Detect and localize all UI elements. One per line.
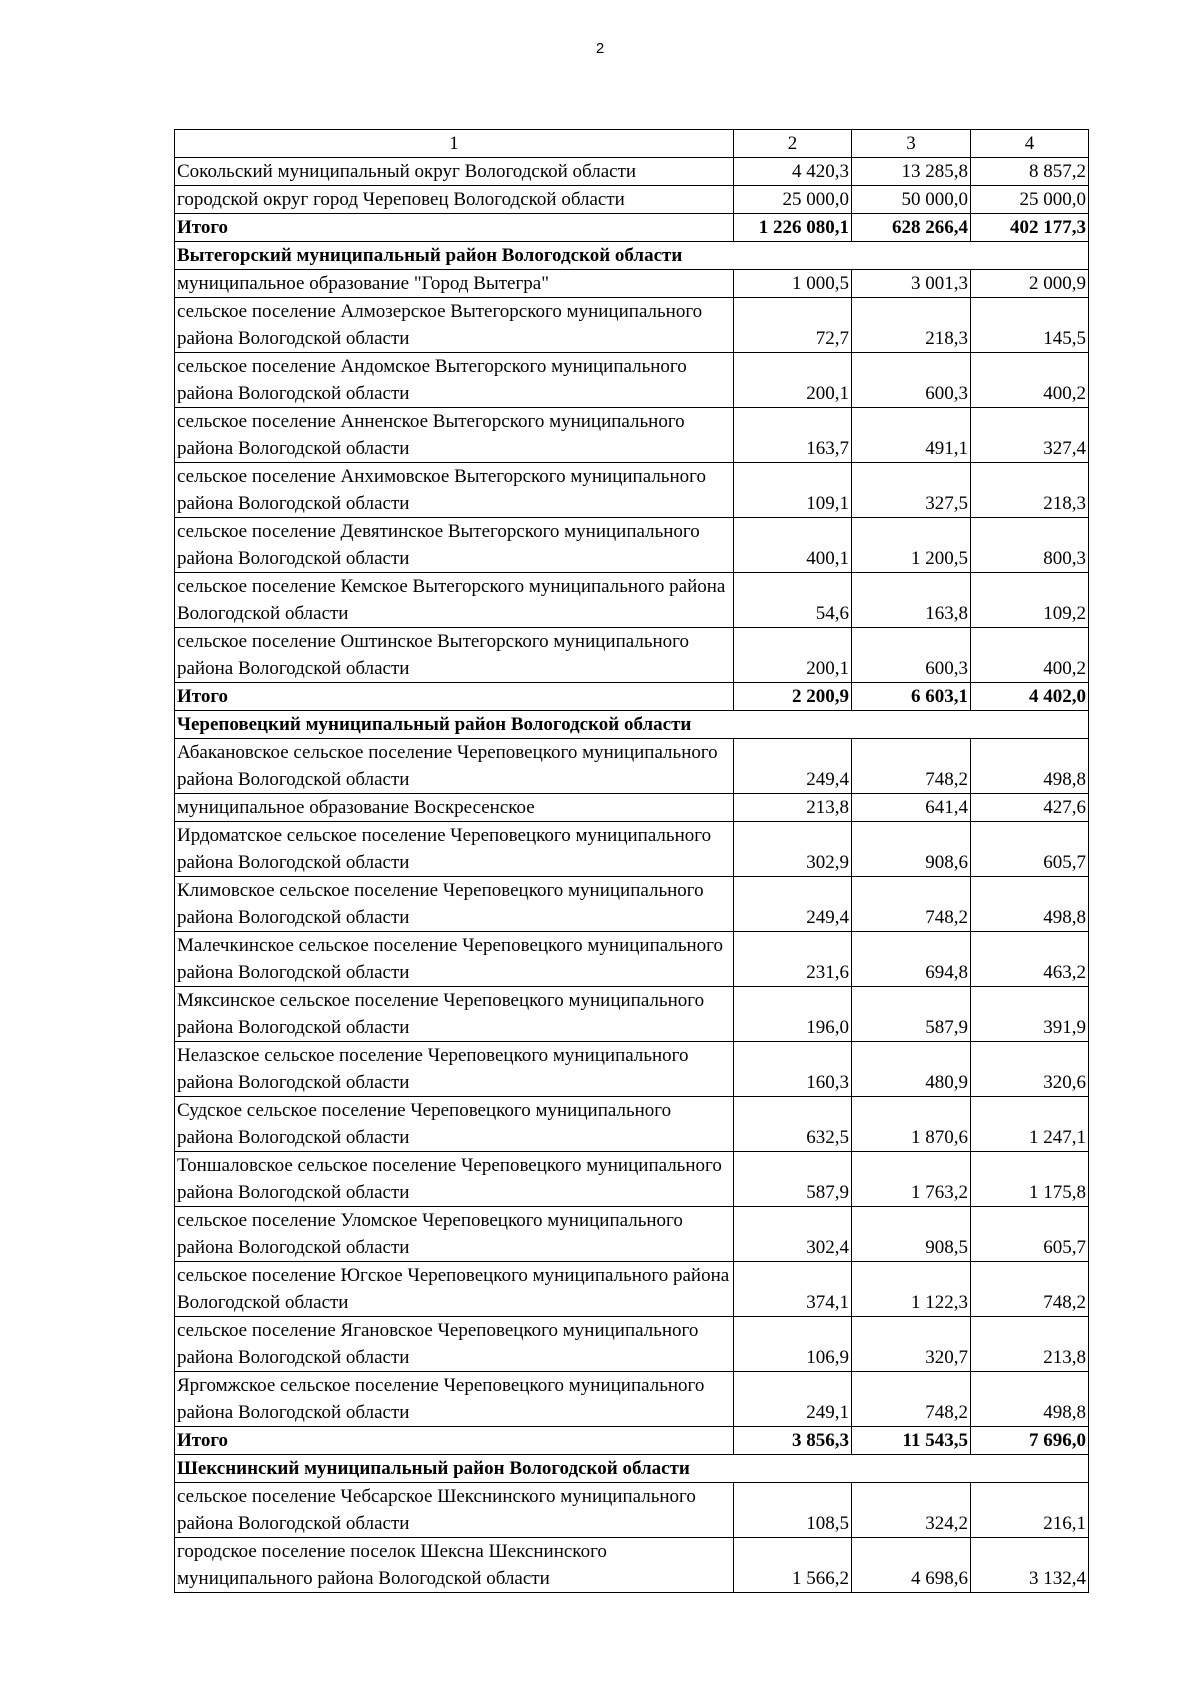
column-3-value: 6 603,1 — [852, 683, 971, 711]
column-2-value: 231,6 — [734, 932, 852, 987]
municipality-name: сельское поселение Ягановское Череповецкого муниципального района Вологодской области — [175, 1317, 734, 1372]
column-number-row — [175, 130, 1089, 158]
allocation-table — [174, 129, 1089, 1593]
column-3-value: 694,8 — [852, 932, 971, 987]
municipality-name: Нелазское сельское поселение Череповецкого муниципального района Вологодской области — [175, 1042, 734, 1097]
column-4-value: 1 175,8 — [971, 1152, 1089, 1207]
section-title: Шекснинский муниципальный район Вологодской области — [175, 1455, 1089, 1483]
table-row — [175, 1207, 1089, 1262]
column-3-value: 1 200,5 — [852, 518, 971, 573]
column-4-value: 7 696,0 — [971, 1427, 1089, 1455]
total-label: Итого — [175, 214, 734, 242]
municipality-name: сельское поселение Анхимовское Вытегорского муниципального района Вологодской области — [175, 463, 734, 518]
table-row — [175, 463, 1089, 518]
column-4-value: 218,3 — [971, 463, 1089, 518]
municipality-name: Судское сельское поселение Череповецкого муниципального района Вологодской области — [175, 1097, 734, 1152]
table-row — [175, 1152, 1089, 1207]
table-row — [175, 932, 1089, 987]
column-2-value: 213,8 — [734, 794, 852, 822]
table-row — [175, 739, 1089, 794]
table-row — [175, 1372, 1089, 1427]
column-3-value: 1 870,6 — [852, 1097, 971, 1152]
column-3-value: 320,7 — [852, 1317, 971, 1372]
column-2-value: 106,9 — [734, 1317, 852, 1372]
table-row — [175, 573, 1089, 628]
table-row — [175, 298, 1089, 353]
column-3-value: 748,2 — [852, 877, 971, 932]
column-3-value: 3 001,3 — [852, 270, 971, 298]
column-4-value: 3 132,4 — [971, 1538, 1089, 1593]
column-2-value: 302,9 — [734, 822, 852, 877]
column-4-value: 320,6 — [971, 1042, 1089, 1097]
municipality-name: городское поселение поселок Шексна Шекснинского муниципального района Вологодской области — [175, 1538, 734, 1593]
table-row — [175, 822, 1089, 877]
column-4-value: 400,2 — [971, 628, 1089, 683]
column-2-value: 4 420,3 — [734, 158, 852, 186]
column-2-value: 160,3 — [734, 1042, 852, 1097]
column-4-value: 498,8 — [971, 877, 1089, 932]
table-row — [175, 1262, 1089, 1317]
municipality-name: Климовское сельское поселение Череповецкого муниципального района Вологодской области — [175, 877, 734, 932]
column-4-value: 748,2 — [971, 1262, 1089, 1317]
municipality-name: сельское поселение Алмозерское Вытегорского муниципального района Вологодской области — [175, 298, 734, 353]
column-4-value: 327,4 — [971, 408, 1089, 463]
column-2-value: 3 856,3 — [734, 1427, 852, 1455]
table-row — [175, 1538, 1089, 1593]
table-row — [175, 987, 1089, 1042]
section-title: Вытегорский муниципальный район Вологодской области — [175, 242, 1089, 270]
column-header: 4 — [971, 130, 1089, 158]
column-4-value: 391,9 — [971, 987, 1089, 1042]
total-row — [175, 1427, 1089, 1455]
column-2-value: 108,5 — [734, 1483, 852, 1538]
municipality-name: сельское поселение Анненское Вытегорского муниципального района Вологодской области — [175, 408, 734, 463]
column-3-value: 1 763,2 — [852, 1152, 971, 1207]
column-3-value: 641,4 — [852, 794, 971, 822]
column-2-value: 587,9 — [734, 1152, 852, 1207]
table-row — [175, 270, 1089, 298]
column-3-value: 600,3 — [852, 353, 971, 408]
column-3-value: 327,5 — [852, 463, 971, 518]
column-3-value: 218,3 — [852, 298, 971, 353]
municipality-name: Мяксинское сельское поселение Череповецкого муниципального района Вологодской области — [175, 987, 734, 1042]
page-number: 2 — [595, 40, 605, 57]
table-body — [175, 130, 1089, 1593]
column-4-value: 498,8 — [971, 1372, 1089, 1427]
table-row — [175, 518, 1089, 573]
column-2-value: 109,1 — [734, 463, 852, 518]
column-2-value: 400,1 — [734, 518, 852, 573]
column-4-value: 213,8 — [971, 1317, 1089, 1372]
column-2-value: 249,4 — [734, 877, 852, 932]
table-row — [175, 158, 1089, 186]
column-2-value: 249,4 — [734, 739, 852, 794]
total-label: Итого — [175, 1427, 734, 1455]
municipality-name: Абакановское сельское поселение Череповецкого муниципального района Вологодской области — [175, 739, 734, 794]
column-header: 1 — [175, 130, 734, 158]
column-2-value: 2 200,9 — [734, 683, 852, 711]
column-4-value: 8 857,2 — [971, 158, 1089, 186]
municipality-name: сельское поселение Югское Череповецкого муниципального района Вологодской области — [175, 1262, 734, 1317]
column-4-value: 25 000,0 — [971, 186, 1089, 214]
column-4-value: 109,2 — [971, 573, 1089, 628]
column-2-value: 163,7 — [734, 408, 852, 463]
column-3-value: 1 122,3 — [852, 1262, 971, 1317]
table-row — [175, 877, 1089, 932]
column-2-value: 302,4 — [734, 1207, 852, 1262]
column-2-value: 25 000,0 — [734, 186, 852, 214]
column-3-value: 908,5 — [852, 1207, 971, 1262]
column-2-value: 200,1 — [734, 353, 852, 408]
column-2-value: 54,6 — [734, 573, 852, 628]
total-row — [175, 214, 1089, 242]
column-4-value: 145,5 — [971, 298, 1089, 353]
column-3-value: 13 285,8 — [852, 158, 971, 186]
column-4-value: 800,3 — [971, 518, 1089, 573]
column-4-value: 402 177,3 — [971, 214, 1089, 242]
column-2-value: 1 566,2 — [734, 1538, 852, 1593]
column-2-value: 200,1 — [734, 628, 852, 683]
column-3-value: 50 000,0 — [852, 186, 971, 214]
table-row — [175, 1042, 1089, 1097]
column-2-value: 249,1 — [734, 1372, 852, 1427]
table-row — [175, 794, 1089, 822]
column-4-value: 605,7 — [971, 822, 1089, 877]
column-3-value: 628 266,4 — [852, 214, 971, 242]
municipality-name: сельское поселение Оштинское Вытегорского муниципального района Вологодской области — [175, 628, 734, 683]
municipality-name: Ирдоматское сельское поселение Череповецкого муниципального района Вологодской области — [175, 822, 734, 877]
column-2-value: 1 000,5 — [734, 270, 852, 298]
section-header-row — [175, 242, 1089, 270]
column-2-value: 374,1 — [734, 1262, 852, 1317]
section-title: Череповецкий муниципальный район Вологодской области — [175, 711, 1089, 739]
municipality-name: сельское поселение Андомское Вытегорского муниципального района Вологодской области — [175, 353, 734, 408]
column-4-value: 400,2 — [971, 353, 1089, 408]
column-4-value: 427,6 — [971, 794, 1089, 822]
table-row — [175, 1317, 1089, 1372]
column-3-value: 587,9 — [852, 987, 971, 1042]
municipality-name: сельское поселение Чебсарское Шекснинского муниципального района Вологодской области — [175, 1483, 734, 1538]
column-3-value: 600,3 — [852, 628, 971, 683]
municipality-name: Малечкинское сельское поселение Череповецкого муниципального района Вологодской области — [175, 932, 734, 987]
section-header-row — [175, 711, 1089, 739]
column-2-value: 72,7 — [734, 298, 852, 353]
column-4-value: 2 000,9 — [971, 270, 1089, 298]
municipality-name: Тоншаловское сельское поселение Череповецкого муниципального района Вологодской области — [175, 1152, 734, 1207]
column-3-value: 491,1 — [852, 408, 971, 463]
column-3-value: 748,2 — [852, 739, 971, 794]
column-4-value: 1 247,1 — [971, 1097, 1089, 1152]
total-row — [175, 683, 1089, 711]
table-row — [175, 186, 1089, 214]
municipality-name: городской округ город Череповец Вологодской области — [175, 186, 734, 214]
table-row — [175, 353, 1089, 408]
municipality-name: муниципальное образование "Город Вытегра" — [175, 270, 734, 298]
municipality-name: сельское поселение Девятинское Вытегорского муниципального района Вологодской области — [175, 518, 734, 573]
column-2-value: 196,0 — [734, 987, 852, 1042]
table-row — [175, 628, 1089, 683]
column-3-value: 163,8 — [852, 573, 971, 628]
section-header-row — [175, 1455, 1089, 1483]
table-row — [175, 408, 1089, 463]
municipality-name: сельское поселение Кемское Вытегорского муниципального района Вологодской области — [175, 573, 734, 628]
column-header: 2 — [734, 130, 852, 158]
column-3-value: 908,6 — [852, 822, 971, 877]
column-3-value: 748,2 — [852, 1372, 971, 1427]
table-row — [175, 1097, 1089, 1152]
municipality-name: муниципальное образование Воскресенское — [175, 794, 734, 822]
column-3-value: 324,2 — [852, 1483, 971, 1538]
column-4-value: 216,1 — [971, 1483, 1089, 1538]
column-2-value: 632,5 — [734, 1097, 852, 1152]
column-4-value: 4 402,0 — [971, 683, 1089, 711]
column-4-value: 498,8 — [971, 739, 1089, 794]
column-4-value: 463,2 — [971, 932, 1089, 987]
column-3-value: 4 698,6 — [852, 1538, 971, 1593]
column-2-value: 1 226 080,1 — [734, 214, 852, 242]
municipality-name: Яргомжское сельское поселение Череповецкого муниципального района Вологодской области — [175, 1372, 734, 1427]
table-row — [175, 1483, 1089, 1538]
municipality-name: сельское поселение Уломское Череповецкого муниципального района Вологодской области — [175, 1207, 734, 1262]
column-3-value: 480,9 — [852, 1042, 971, 1097]
column-4-value: 605,7 — [971, 1207, 1089, 1262]
total-label: Итого — [175, 683, 734, 711]
column-header: 3 — [852, 130, 971, 158]
column-3-value: 11 543,5 — [852, 1427, 971, 1455]
municipality-name: Сокольский муниципальный округ Вологодской области — [175, 158, 734, 186]
